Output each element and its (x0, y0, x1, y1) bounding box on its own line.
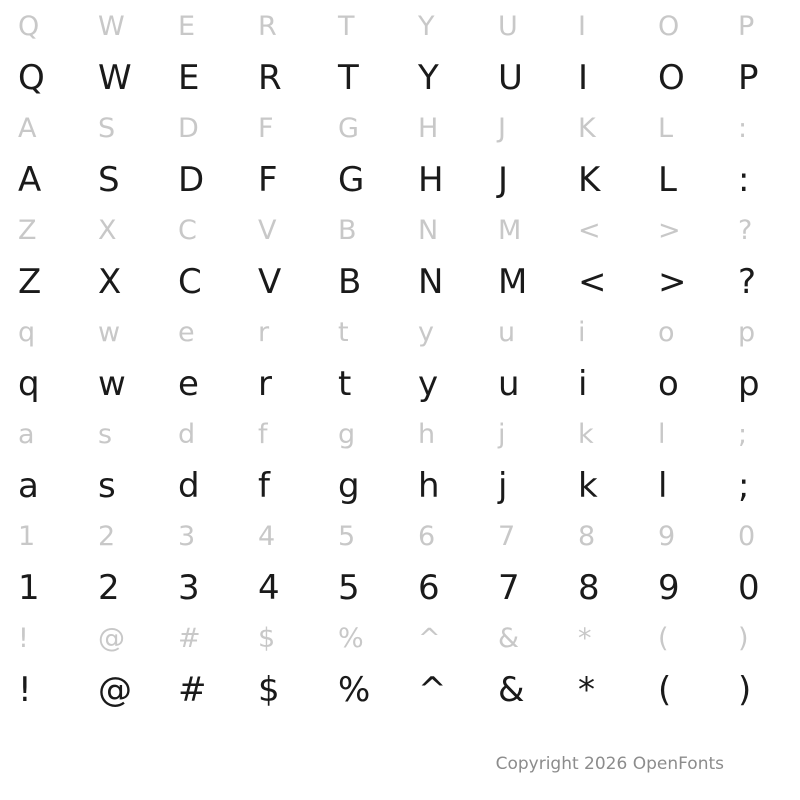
glyph-cell: e (178, 364, 199, 404)
glyph-cell: r (258, 317, 270, 348)
glyph-row (0, 312, 800, 354)
glyph-row (0, 354, 800, 414)
glyph-cell: D (178, 113, 199, 144)
glyph-cell: P (738, 58, 759, 98)
glyph-cell: 6 (418, 521, 436, 552)
glyph-cell: M (498, 262, 528, 302)
glyph-cell: N (418, 262, 444, 302)
glyph-cell: F (258, 113, 274, 144)
glyph-cell: Y (418, 11, 435, 42)
glyph-cell: ! (18, 670, 32, 710)
glyph-cell: O (658, 58, 685, 98)
glyph-cell: 6 (418, 568, 440, 608)
glyph-cell: O (658, 11, 680, 42)
glyph-cell: X (98, 262, 122, 302)
glyph-cell: 3 (178, 568, 200, 608)
glyph-cell: r (258, 364, 272, 404)
glyph-cell: a (18, 466, 39, 506)
glyph-row (0, 516, 800, 558)
glyph-cell: # (178, 623, 201, 654)
glyph-cell: w (98, 364, 126, 404)
glyph-cell: N (418, 215, 439, 246)
glyph-cell: 2 (98, 521, 116, 552)
glyph-cell: 7 (498, 521, 516, 552)
glyph-cell: ^ (418, 670, 447, 710)
glyph-cell: l (658, 466, 668, 506)
glyph-cell: k (578, 419, 594, 450)
glyph-cell: @ (98, 623, 125, 654)
copyright-notice: Copyright 2026 OpenFonts (495, 754, 724, 774)
glyph-cell: I (578, 11, 586, 42)
glyph-cell: 3 (178, 521, 196, 552)
glyph-cell: P (738, 11, 755, 42)
glyph-row (0, 660, 800, 720)
glyph-row (0, 108, 800, 150)
glyph-cell: t (338, 364, 352, 404)
glyph-cell: 9 (658, 521, 676, 552)
glyph-cell: K (578, 160, 601, 200)
glyph-cell: B (338, 215, 357, 246)
glyph-cell: 5 (338, 521, 356, 552)
glyph-cell: D (178, 160, 205, 200)
glyph-cell: V (258, 215, 277, 246)
glyph-cell: X (98, 215, 117, 246)
glyph-cell: > (658, 215, 681, 246)
glyph-cell: > (658, 262, 687, 302)
glyph-cell: ) (738, 623, 749, 654)
glyph-cell: i (578, 364, 588, 404)
glyph-cell: i (578, 317, 586, 348)
glyph-row (0, 6, 800, 48)
glyph-cell: % (338, 623, 364, 654)
glyph-cell: h (418, 419, 436, 450)
glyph-cell: M (498, 215, 522, 246)
glyph-cell: p (738, 364, 760, 404)
glyph-cell: u (498, 364, 520, 404)
glyph-cell: Z (18, 215, 37, 246)
glyph-cell: w (98, 317, 121, 348)
glyph-cell: & (498, 670, 525, 710)
glyph-cell: @ (98, 670, 132, 710)
glyph-row (0, 558, 800, 618)
glyph-cell: g (338, 419, 356, 450)
glyph-row (0, 414, 800, 456)
glyph-cell: : (738, 113, 748, 144)
glyph-cell: $ (258, 670, 280, 710)
glyph-cell: 5 (338, 568, 360, 608)
glyph-cell: p (738, 317, 756, 348)
glyph-cell: y (418, 317, 434, 348)
glyph-cell: 4 (258, 521, 276, 552)
glyph-cell: J (498, 160, 509, 200)
glyph-cell: 0 (738, 568, 760, 608)
glyph-cell: ; (738, 466, 750, 506)
glyph-row (0, 618, 800, 660)
glyph-cell: f (258, 419, 268, 450)
glyph-cell: T (338, 11, 355, 42)
glyph-cell: ; (738, 419, 748, 450)
glyph-cell: I (578, 58, 589, 98)
glyph-cell: ( (658, 670, 672, 710)
glyph-row (0, 456, 800, 516)
glyph-cell: o (658, 364, 679, 404)
glyph-cell: J (498, 113, 506, 144)
glyph-cell: 4 (258, 568, 280, 608)
glyph-cell: ? (738, 215, 753, 246)
glyph-cell: 7 (498, 568, 520, 608)
glyph-cell: S (98, 113, 116, 144)
glyph-cell: ! (18, 623, 29, 654)
glyph-cell: 0 (738, 521, 756, 552)
glyph-cell: d (178, 419, 196, 450)
glyph-cell: $ (258, 623, 276, 654)
glyph-cell: a (18, 419, 35, 450)
glyph-cell: R (258, 58, 282, 98)
glyph-cell: y (418, 364, 439, 404)
glyph-cell: Z (18, 262, 42, 302)
glyph-cell: < (578, 262, 607, 302)
glyph-cell: h (418, 466, 440, 506)
glyph-cell: S (98, 160, 120, 200)
glyph-cell: G (338, 113, 359, 144)
glyph-cell: l (658, 419, 666, 450)
glyph-cell: B (338, 262, 362, 302)
glyph-cell: < (578, 215, 601, 246)
glyph-cell: 9 (658, 568, 680, 608)
glyph-cell: H (418, 113, 439, 144)
glyph-cell: s (98, 466, 116, 506)
glyph-cell: d (178, 466, 200, 506)
glyph-cell: W (98, 11, 125, 42)
glyph-cell: A (18, 113, 37, 144)
glyph-cell: V (258, 262, 282, 302)
glyph-cell: * (578, 670, 595, 710)
glyph-cell: T (338, 58, 359, 98)
glyph-cell: 1 (18, 568, 40, 608)
glyph-row (0, 48, 800, 108)
glyph-cell: q (18, 364, 40, 404)
glyph-cell: F (258, 160, 278, 200)
glyph-cell: W (98, 58, 132, 98)
glyph-row (0, 150, 800, 210)
glyph-cell: s (98, 419, 113, 450)
glyph-cell: f (258, 466, 270, 506)
glyph-cell: u (498, 317, 516, 348)
glyph-cell: L (658, 160, 677, 200)
glyph-cell: ? (738, 262, 757, 302)
glyph-cell: 8 (578, 521, 596, 552)
glyph-cell: % (338, 670, 371, 710)
glyph-cell: # (178, 670, 207, 710)
glyph-cell: g (338, 466, 360, 506)
glyph-cell: : (738, 160, 750, 200)
glyph-cell: j (498, 419, 506, 450)
glyph-cell: U (498, 58, 523, 98)
glyph-cell: G (338, 160, 365, 200)
glyph-row (0, 210, 800, 252)
glyph-cell: 1 (18, 521, 36, 552)
glyph-cell: t (338, 317, 349, 348)
glyph-cell: R (258, 11, 277, 42)
glyph-cell: ) (738, 670, 752, 710)
glyph-cell: L (658, 113, 674, 144)
glyph-cell: q (18, 317, 36, 348)
glyph-cell: k (578, 466, 598, 506)
glyph-cell: ^ (418, 623, 441, 654)
glyph-cell: U (498, 11, 518, 42)
glyph-cell: 8 (578, 568, 600, 608)
glyph-cell: 2 (98, 568, 120, 608)
glyph-cell: Q (18, 11, 40, 42)
glyph-cell: E (178, 11, 196, 42)
glyph-cell: C (178, 215, 197, 246)
glyph-cell: ( (658, 623, 669, 654)
glyph-cell: Q (18, 58, 45, 98)
glyph-cell: & (498, 623, 520, 654)
glyph-cell: H (418, 160, 444, 200)
glyph-cell: E (178, 58, 200, 98)
glyph-cell: j (498, 466, 508, 506)
glyph-cell: Y (418, 58, 439, 98)
glyph-cell: C (178, 262, 202, 302)
glyph-row (0, 252, 800, 312)
glyph-cell: K (578, 113, 596, 144)
glyph-cell: o (658, 317, 675, 348)
glyph-cell: A (18, 160, 42, 200)
glyph-cell: e (178, 317, 195, 348)
glyph-cell: * (578, 623, 592, 654)
